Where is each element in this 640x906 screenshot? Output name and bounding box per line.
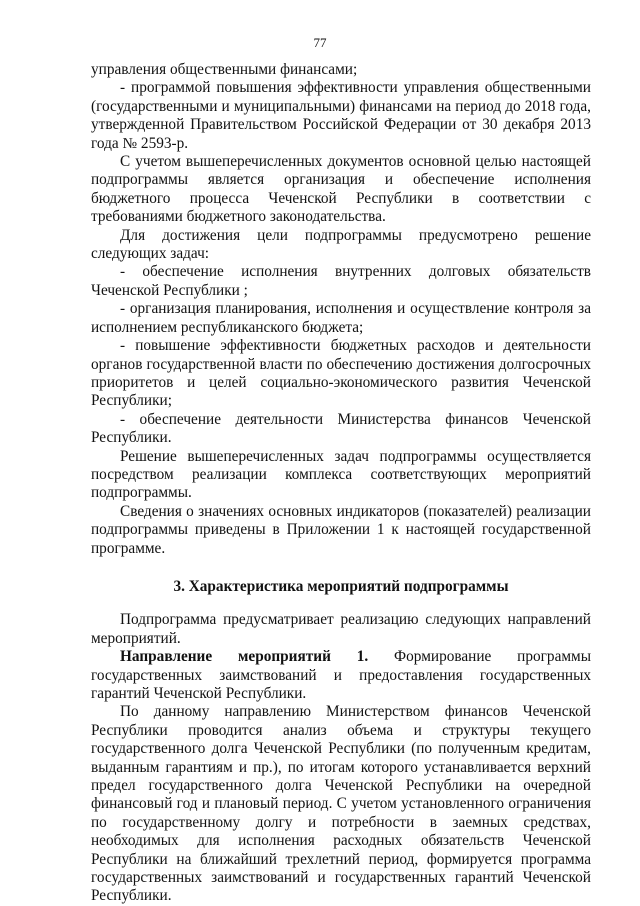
paragraph-directions: Подпрограмма предусматривает реализацию следующих направлений мероприятий. — [91, 611, 591, 647]
direction-1-text: Формирование программы государственных заимствований и предоставления государственных гарантий Чеченской Республики. — [91, 648, 591, 702]
list-item-task-4: - обеспечение деятельности Министерства финансов Чеченской Республики. — [91, 410, 591, 447]
list-item-task-3: - повышение эффективности бюджетных расходов и деятельности органов государственной власти по обеспечению достижения долгосрочных приоритетов и целей социально-экономического развития Чеченской Республики; — [91, 337, 591, 410]
list-item-program: - программой повышения эффективности управления общественными (государственными и муниципальными) финансами на период до 2018 года, утвержденной Правительством Российской Федерации от 30 декабря 2013 года № 2593-р. — [91, 79, 591, 152]
paragraph-main-goal: С учетом вышеперечисленных документов основной целью настоящей подпрограммы является организация и обеспечение исполнения бюджетного процесса Чеченской Республики в соответствии с требованиями бюджетного законодательства. — [91, 153, 591, 226]
page-body — [91, 61, 591, 906]
list-item-task-1: - обеспечение исполнения внутренних долговых обязательств Чеченской Республики ; — [91, 263, 591, 299]
paragraph-indicators: Сведения о значениях основных индикаторов (показателей) реализации подпрограммы приведены в Приложении 1 к настоящей государственной программе. — [91, 502, 591, 557]
direction-1-label: Направление мероприятий 1. — [120, 648, 369, 666]
paragraph-direction-1 — [91, 648, 591, 703]
paragraph-debt-analysis: По данному направлению Министерством финансов Чеченской Республики проводится анализ объема и структуры текущего государственного долга Чеченской Республики (по полученным кредитам, выданным гарантиям и пр.), по итогам которого устанавливается верхний предел государственного долга Чеченской Республики на очередной финансовый год и плановый период. С учетом установленного ограничения по государственному долгу и потребности в заемных средствах, необходимых для исполнения расходных обязательств Чеченской Республики на ближайший трехлетний период, формируется программа государственных заимствований и государственных гарантий Чеченской Республики. — [91, 703, 591, 905]
paragraph-tasks-intro: Для достижения цели подпрограммы предусмотрено решение следующих задач: — [91, 226, 591, 263]
section-heading: 3. Характеристика мероприятий подпрограммы — [173, 577, 509, 595]
paragraph-continuation: управления общественными финансами; — [91, 61, 358, 78]
page-number: 77 — [313, 35, 327, 50]
paragraph-tasks-solution: Решение вышеперечисленных задач подпрограммы осуществляется посредством реализации комплекса соответствующих мероприятий подпрограммы. — [91, 447, 591, 502]
list-item-task-2: - организация планирования, исполнения и осуществление контроля за исполнением республиканского бюджета; — [91, 300, 591, 336]
